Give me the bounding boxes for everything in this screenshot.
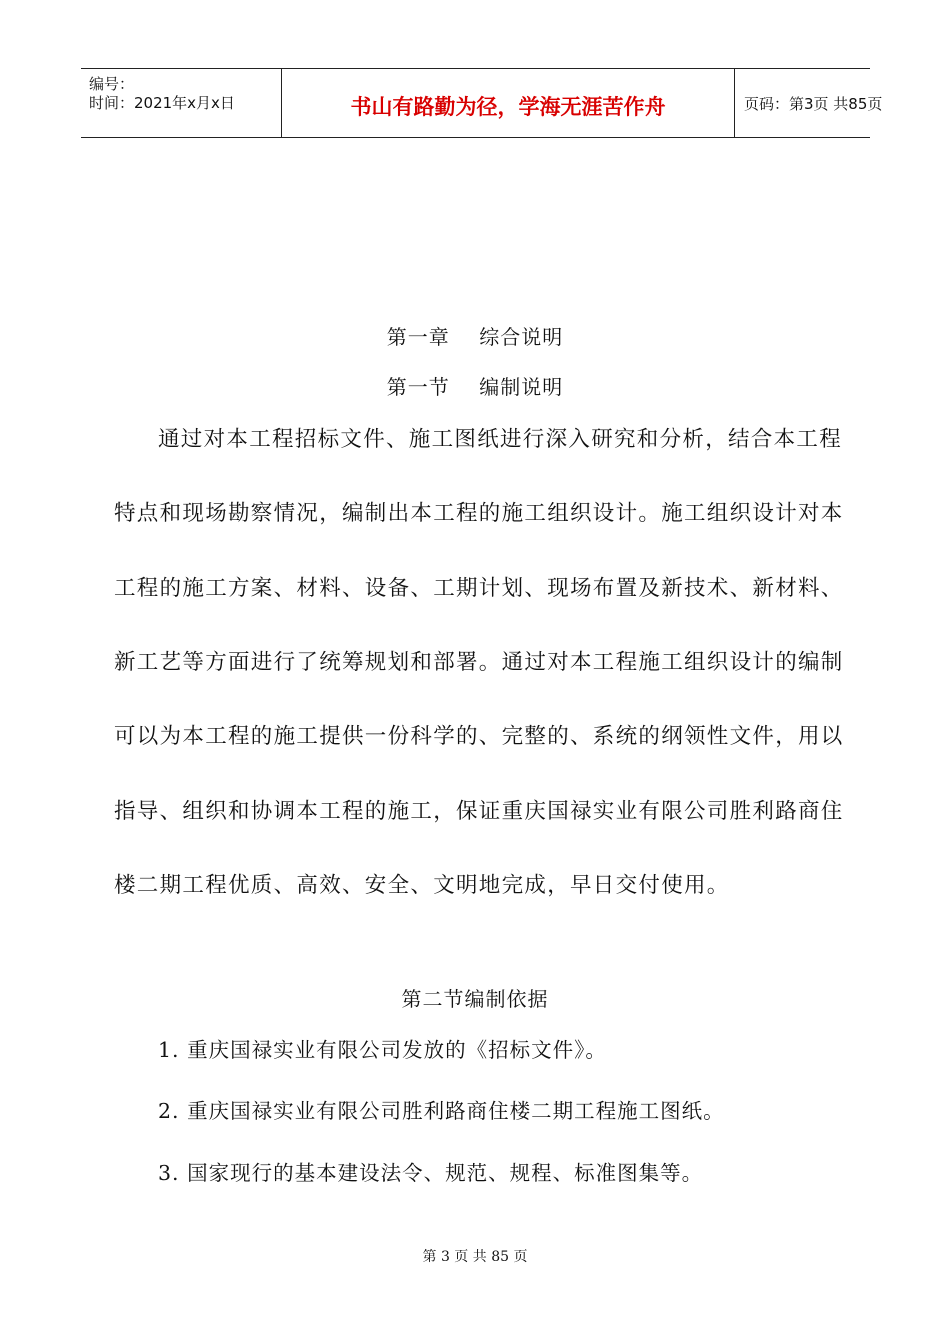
header-meta-cell xyxy=(81,69,281,137)
document-header xyxy=(81,68,883,138)
paragraph-line: 特点和现场勘察情况，编制出本工程的施工组织设计。施工组织设计对本 xyxy=(114,501,844,526)
header-motto-cell xyxy=(281,69,735,137)
basis-item: 3. 国家现行的基本建设法令、规范、规程、标准图集等。 xyxy=(158,1161,704,1185)
paragraph-line: 可以为本工程的施工提供一份科学的、完整的、系统的纲领性文件，用以 xyxy=(114,724,844,749)
header-page-cell xyxy=(734,69,883,137)
paragraph-line: 通过对本工程招标文件、施工图纸进行深入研究和分析，结合本工程 xyxy=(158,427,843,452)
section-title-2: 第二节编制依据 xyxy=(401,987,549,1011)
paragraph-line: 工程的施工方案、材料、设备、工期计划、现场布置及新技术、新材料、 xyxy=(114,576,844,601)
basis-item: 2. 重庆国禄实业有限公司胜利路商住楼二期工程施工图纸。 xyxy=(158,1099,725,1123)
paragraph-line: 指导、组织和协调本工程的施工，保证重庆国禄实业有限公司胜利路商住 xyxy=(114,799,844,824)
paragraph-line: 楼二期工程优质、高效、安全、文明地完成，早日交付使用。 xyxy=(114,873,730,898)
time-label: 时间：2021年x月x日 xyxy=(89,94,235,112)
section-title-1: 第一节 编制说明 xyxy=(386,375,564,399)
page-info: 页码：第3页 共85页 xyxy=(744,95,883,113)
motto: 书山有路勤为径，学海无涯苦作舟 xyxy=(350,95,666,119)
number-label: 编号： xyxy=(89,75,135,93)
paragraph-line: 新工艺等方面进行了统筹规划和部署。通过对本工程施工组织设计的编制 xyxy=(114,650,844,675)
chapter-title: 第一章 综合说明 xyxy=(386,325,564,349)
basis-item: 1. 重庆国禄实业有限公司发放的《招标文件》。 xyxy=(158,1038,607,1062)
page-footer: 第 3 页 共 85 页 xyxy=(422,1249,528,1265)
